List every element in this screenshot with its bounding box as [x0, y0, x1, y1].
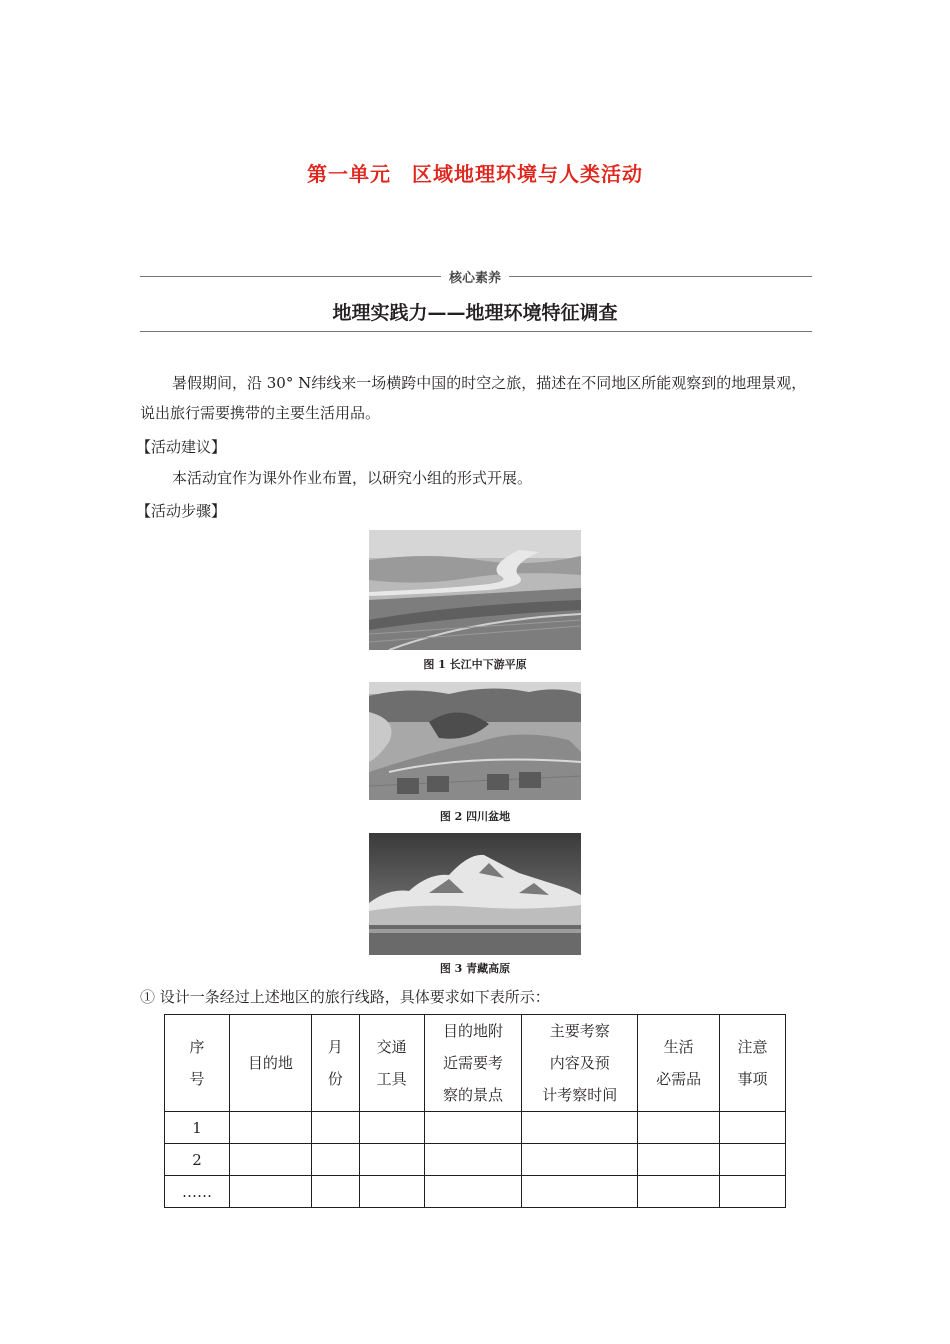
table-cell [311, 1112, 359, 1144]
table-cell: …… [165, 1176, 230, 1208]
unit-title: 第一单元 区域地理环境与人类活动 [307, 162, 643, 186]
table-cell [638, 1144, 720, 1176]
figure-1-caption: 图 1 长江中下游平原 [423, 658, 527, 671]
header-cell-destination: 目的地 [229, 1015, 311, 1112]
header-cell-necessities: 生活 必需品 [638, 1015, 720, 1112]
header-cell-sights: 目的地附 近需要考 察的景点 [424, 1015, 522, 1112]
table-cell [424, 1144, 522, 1176]
table-header-row [165, 1015, 786, 1112]
table-cell [311, 1176, 359, 1208]
travel-plan-table [164, 1014, 786, 1208]
figure-3-caption: 图 3 青藏高原 [439, 962, 511, 975]
table-cell [638, 1176, 720, 1208]
table-cell [229, 1144, 311, 1176]
table-cell: 2 [165, 1144, 230, 1176]
header-cell-content: 主要考察 内容及预 计考察时间 [522, 1015, 638, 1112]
activity-suggestion-heading: 【活动建议】 [136, 438, 227, 456]
table-row [165, 1144, 786, 1176]
table-cell [522, 1112, 638, 1144]
activity-suggestion-text: 本活动宜作为课外作业布置，以研究小组的形式开展。 [172, 469, 533, 487]
intro-paragraph: 暑假期间，沿 30° N纬线来一场横跨中国的时空之旅，描述在不同地区所能观察到的地理景观，说出旅行需要携带的主要生活用品。 [140, 374, 807, 422]
table-cell [720, 1144, 786, 1176]
section-title: 地理实践力——地理环境特征调查 [332, 302, 618, 324]
figure-2-caption: 图 2 四川盆地 [439, 810, 511, 823]
table-cell [359, 1176, 424, 1208]
figure-1-photo [369, 530, 581, 650]
table-cell [311, 1144, 359, 1176]
table-row [165, 1176, 786, 1208]
core-literacy-label [0, 267, 950, 286]
activity-steps-heading: 【活动步骤】 [136, 502, 227, 520]
figure-3-photo [369, 833, 581, 955]
table-cell [359, 1112, 424, 1144]
table-cell [720, 1176, 786, 1208]
table-cell [229, 1112, 311, 1144]
table-cell: 1 [165, 1112, 230, 1144]
table-cell [424, 1112, 522, 1144]
header-cell-transport: 交通 工具 [359, 1015, 424, 1112]
table-cell [359, 1144, 424, 1176]
core-literacy-text: 核心素养 [441, 271, 509, 286]
table-cell [229, 1176, 311, 1208]
table-row [165, 1112, 786, 1144]
divider-bottom [140, 331, 812, 332]
table-cell [638, 1112, 720, 1144]
header-cell-index: 序 号 [165, 1015, 230, 1112]
table-cell [720, 1112, 786, 1144]
header-cell-month: 月 份 [311, 1015, 359, 1112]
header-cell-notes: 注意 事项 [720, 1015, 786, 1112]
table-cell [522, 1176, 638, 1208]
step-1-text: ① 设计一条经过上述地区的旅行线路，具体要求如下表所示： [140, 988, 550, 1006]
table-cell [522, 1144, 638, 1176]
figure-2-photo [369, 682, 581, 800]
table-cell [424, 1176, 522, 1208]
